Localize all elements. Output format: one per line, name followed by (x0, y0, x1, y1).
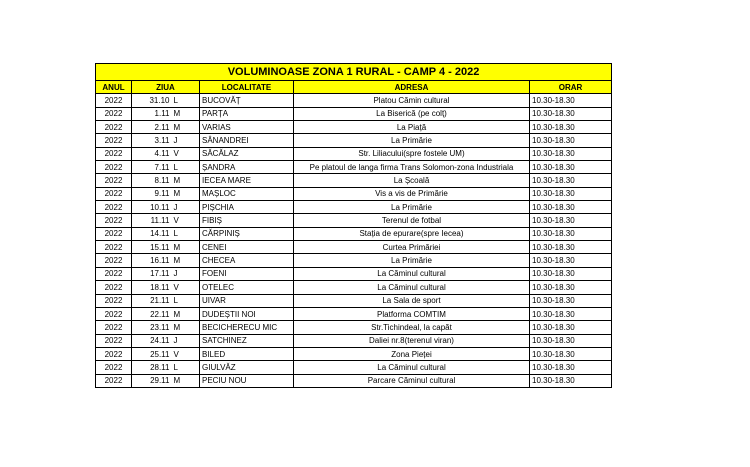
cell-anul: 2022 (96, 281, 132, 294)
cell-adresa: La Primărie (294, 201, 530, 214)
cell-orar: 10.30-18.30 (530, 361, 612, 374)
cell-weekday: J (172, 134, 200, 147)
cell-date: 16.11 (132, 254, 172, 267)
cell-orar: 10.30-18.30 (530, 107, 612, 120)
cell-orar: 10.30-18.30 (530, 294, 612, 307)
cell-adresa: La Căminul cultural (294, 361, 530, 374)
cell-date: 2.11 (132, 121, 172, 134)
cell-adresa: La Căminul cultural (294, 281, 530, 294)
cell-adresa: La Piață (294, 121, 530, 134)
table-row (96, 294, 612, 307)
cell-date: 11.11 (132, 214, 172, 227)
table-row (96, 214, 612, 227)
cell-adresa: Str.Tichindeal, la capăt (294, 321, 530, 334)
table-row (96, 281, 612, 294)
cell-adresa: Curtea Primăriei (294, 241, 530, 254)
cell-date: 7.11 (132, 161, 172, 174)
table-row (96, 267, 612, 280)
cell-date: 3.11 (132, 134, 172, 147)
cell-adresa: Vis a vis de Primărie (294, 187, 530, 200)
cell-anul: 2022 (96, 374, 132, 387)
cell-weekday: J (172, 267, 200, 280)
header-adresa: ADRESA (294, 81, 530, 94)
cell-weekday: M (172, 321, 200, 334)
table-row (96, 307, 612, 320)
cell-localitate: OTELEC (200, 281, 294, 294)
cell-adresa: Terenul de fotbal (294, 214, 530, 227)
table-row (96, 374, 612, 387)
cell-anul: 2022 (96, 294, 132, 307)
table-row (96, 107, 612, 120)
cell-anul: 2022 (96, 361, 132, 374)
cell-weekday: J (172, 334, 200, 347)
cell-localitate: SĂCĂLAZ (200, 147, 294, 160)
cell-localitate: VARIAS (200, 121, 294, 134)
cell-anul: 2022 (96, 214, 132, 227)
table-row (96, 147, 612, 160)
table-row (96, 174, 612, 187)
cell-orar: 10.30-18.30 (530, 321, 612, 334)
table-row (96, 241, 612, 254)
cell-anul: 2022 (96, 107, 132, 120)
cell-orar: 10.30-18.30 (530, 161, 612, 174)
cell-orar: 10.30-18.30 (530, 121, 612, 134)
cell-weekday: L (172, 94, 200, 107)
cell-adresa: La Școală (294, 174, 530, 187)
cell-weekday: M (172, 254, 200, 267)
cell-adresa: Parcare Căminul cultural (294, 374, 530, 387)
cell-date: 25.11 (132, 347, 172, 360)
cell-date: 8.11 (132, 174, 172, 187)
cell-date: 21.11 (132, 294, 172, 307)
title-row (96, 64, 612, 81)
cell-anul: 2022 (96, 201, 132, 214)
cell-orar: 10.30-18.30 (530, 94, 612, 107)
cell-weekday: M (172, 174, 200, 187)
cell-date: 10.11 (132, 201, 172, 214)
cell-orar: 10.30-18.30 (530, 201, 612, 214)
cell-anul: 2022 (96, 241, 132, 254)
cell-orar: 10.30-18.30 (530, 334, 612, 347)
cell-localitate: DUDEȘTII NOI (200, 307, 294, 320)
table-row (96, 321, 612, 334)
cell-date: 31.10 (132, 94, 172, 107)
cell-adresa: Daliei nr.8(terenul viran) (294, 334, 530, 347)
header-localitate: LOCALITATE (200, 81, 294, 94)
table-row (96, 347, 612, 360)
cell-weekday: V (172, 281, 200, 294)
header-ziua: ZIUA (132, 81, 200, 94)
cell-anul: 2022 (96, 334, 132, 347)
cell-date: 28.11 (132, 361, 172, 374)
cell-anul: 2022 (96, 347, 132, 360)
table-row (96, 361, 612, 374)
cell-date: 18.11 (132, 281, 172, 294)
cell-anul: 2022 (96, 254, 132, 267)
header-anul: ANUL (96, 81, 132, 94)
cell-date: 17.11 (132, 267, 172, 280)
cell-localitate: FOENI (200, 267, 294, 280)
cell-orar: 10.30-18.30 (530, 174, 612, 187)
cell-anul: 2022 (96, 94, 132, 107)
cell-orar: 10.30-18.30 (530, 241, 612, 254)
cell-localitate: BUCOVĂȚ (200, 94, 294, 107)
table-row (96, 121, 612, 134)
table-row (96, 94, 612, 107)
header-row (96, 81, 612, 94)
cell-orar: 10.30-18.30 (530, 227, 612, 240)
cell-adresa: Stația de epurare(spre Iecea) (294, 227, 530, 240)
cell-weekday: L (172, 161, 200, 174)
cell-weekday: M (172, 241, 200, 254)
cell-date: 4.11 (132, 147, 172, 160)
cell-date: 29.11 (132, 374, 172, 387)
cell-adresa: La Căminul cultural (294, 267, 530, 280)
cell-date: 1.11 (132, 107, 172, 120)
cell-adresa: La Primărie (294, 134, 530, 147)
cell-weekday: M (172, 307, 200, 320)
cell-localitate: FIBIȘ (200, 214, 294, 227)
table-row (96, 254, 612, 267)
cell-adresa: La Sala de sport (294, 294, 530, 307)
cell-weekday: L (172, 361, 200, 374)
cell-anul: 2022 (96, 121, 132, 134)
cell-orar: 10.30-18.30 (530, 134, 612, 147)
cell-orar: 10.30-18.30 (530, 214, 612, 227)
cell-anul: 2022 (96, 134, 132, 147)
cell-adresa: Platou Cămin cultural (294, 94, 530, 107)
cell-date: 24.11 (132, 334, 172, 347)
schedule-table (95, 63, 612, 388)
cell-localitate: CĂRPINIȘ (200, 227, 294, 240)
cell-orar: 10.30-18.30 (530, 307, 612, 320)
cell-localitate: IECEA MARE (200, 174, 294, 187)
cell-anul: 2022 (96, 321, 132, 334)
cell-localitate: CHECEA (200, 254, 294, 267)
cell-orar: 10.30-18.30 (530, 187, 612, 200)
table-title: VOLUMINOASE ZONA 1 RURAL - CAMP 4 - 2022 (96, 64, 612, 81)
table-row (96, 334, 612, 347)
cell-date: 23.11 (132, 321, 172, 334)
cell-orar: 10.30-18.30 (530, 347, 612, 360)
cell-anul: 2022 (96, 174, 132, 187)
cell-localitate: SATCHINEZ (200, 334, 294, 347)
cell-weekday: M (172, 187, 200, 200)
cell-localitate: PIȘCHIA (200, 201, 294, 214)
cell-anul: 2022 (96, 307, 132, 320)
cell-localitate: MAȘLOC (200, 187, 294, 200)
cell-date: 9.11 (132, 187, 172, 200)
cell-adresa: Pe platoul de langa firma Trans Solomon-zona Industriala (294, 161, 530, 174)
cell-localitate: PARȚA (200, 107, 294, 120)
table-row (96, 161, 612, 174)
cell-orar: 10.30-18.30 (530, 254, 612, 267)
cell-localitate: BECICHERECU MIC (200, 321, 294, 334)
cell-adresa: Str. Liliacului(spre fostele UM) (294, 147, 530, 160)
cell-anul: 2022 (96, 187, 132, 200)
cell-weekday: M (172, 107, 200, 120)
cell-weekday: L (172, 227, 200, 240)
cell-orar: 10.30-18.30 (530, 267, 612, 280)
cell-weekday: V (172, 147, 200, 160)
cell-orar: 10.30-18.30 (530, 147, 612, 160)
cell-adresa: La Primărie (294, 254, 530, 267)
cell-localitate: GIULVĂZ (200, 361, 294, 374)
cell-localitate: UIVAR (200, 294, 294, 307)
table-row (96, 134, 612, 147)
cell-date: 15.11 (132, 241, 172, 254)
table-row (96, 227, 612, 240)
table-row (96, 201, 612, 214)
cell-localitate: SÂNANDREI (200, 134, 294, 147)
cell-anul: 2022 (96, 267, 132, 280)
cell-weekday: V (172, 214, 200, 227)
cell-weekday: V (172, 347, 200, 360)
header-orar: ORAR (530, 81, 612, 94)
cell-anul: 2022 (96, 147, 132, 160)
cell-anul: 2022 (96, 161, 132, 174)
cell-localitate: BILED (200, 347, 294, 360)
cell-orar: 10.30-18.30 (530, 374, 612, 387)
cell-adresa: La Biserică (pe colț) (294, 107, 530, 120)
cell-adresa: Platforma COMTIM (294, 307, 530, 320)
cell-localitate: ȘANDRA (200, 161, 294, 174)
cell-weekday: J (172, 201, 200, 214)
cell-weekday: M (172, 121, 200, 134)
cell-localitate: PECIU NOU (200, 374, 294, 387)
cell-localitate: CENEI (200, 241, 294, 254)
cell-adresa: Zona Pieței (294, 347, 530, 360)
cell-weekday: M (172, 374, 200, 387)
cell-orar: 10.30-18.30 (530, 281, 612, 294)
cell-date: 22.11 (132, 307, 172, 320)
table-row (96, 187, 612, 200)
cell-date: 14.11 (132, 227, 172, 240)
cell-anul: 2022 (96, 227, 132, 240)
cell-weekday: L (172, 294, 200, 307)
